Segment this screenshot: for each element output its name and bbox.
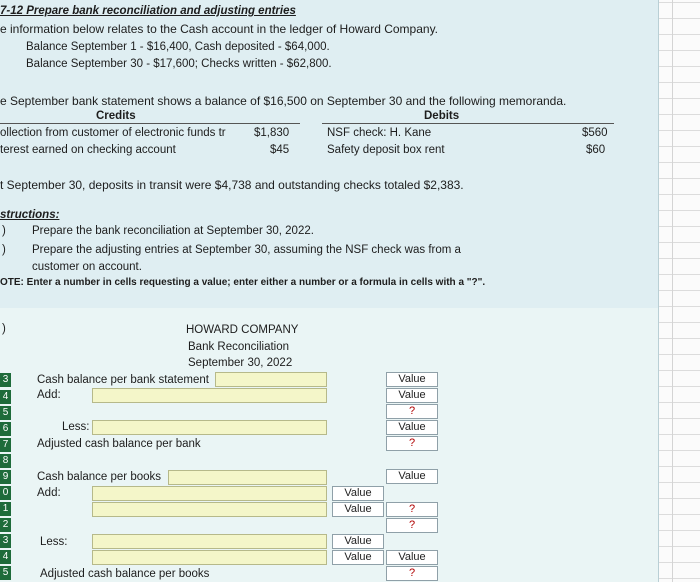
instruction-a: Prepare the bank reconciliation at September 30, 2022.	[32, 225, 314, 237]
instruction-b-line1: Prepare the adjusting entries at September 30, assuming the NSF check was from a	[32, 244, 461, 256]
adjusted-bank-value[interactable]: ?	[386, 436, 438, 451]
row-number: 0	[0, 486, 11, 500]
problem-title: 7-12 Prepare bank reconciliation and adjusting entries	[0, 5, 296, 17]
less-total-value[interactable]: Value	[386, 550, 438, 565]
debits-label: Debits	[424, 110, 460, 122]
instruction-a-marker: )	[2, 225, 6, 237]
less-debit-input-2[interactable]	[92, 550, 327, 565]
debit-item-amount: $60	[586, 144, 606, 156]
row-number: 8	[0, 454, 11, 468]
row-number: 7	[0, 438, 11, 452]
less-checks-value[interactable]: Value	[386, 420, 438, 435]
subtotal-value[interactable]: ?	[386, 404, 438, 419]
add-credit-input-1[interactable]	[92, 486, 327, 501]
instruction-b-marker: )	[2, 244, 6, 256]
add-credit-value-2[interactable]: Value	[332, 502, 384, 517]
add-label: Add:	[37, 389, 61, 401]
add-credit-value-1[interactable]: Value	[332, 486, 384, 501]
row-number: 3	[0, 373, 11, 387]
adjusted-books-label: Adjusted cash balance per books	[40, 568, 210, 580]
row-number: 9	[0, 470, 11, 484]
add-credit-input-2[interactable]	[92, 502, 327, 517]
add-label: Add:	[37, 487, 61, 499]
credit-item-amount: $1,830	[254, 127, 290, 139]
add-total-value[interactable]: ?	[386, 502, 438, 517]
book-subtotal-value[interactable]: ?	[386, 518, 438, 533]
bank-balance-input[interactable]	[215, 372, 327, 387]
row-number: 4	[0, 390, 11, 404]
row-number: 2	[0, 518, 11, 532]
debit-item-amount: $560	[582, 127, 608, 139]
add-deposits-value[interactable]: Value	[386, 388, 438, 403]
report-date: September 30, 2022	[188, 357, 293, 369]
debits-rule	[322, 123, 614, 124]
book-balance-input[interactable]	[168, 470, 327, 485]
less-label: Less:	[62, 421, 90, 433]
debit-item-label: Safety deposit box rent	[327, 144, 445, 156]
less-label: Less:	[40, 536, 68, 548]
credit-item-label: terest earned on checking account	[0, 144, 176, 156]
balance-sep1: Balance September 1 - $16,400, Cash deposited - $64,000.	[26, 41, 330, 53]
row-number: 6	[0, 422, 11, 436]
row-number: 5	[0, 406, 11, 420]
row-number: 1	[0, 502, 11, 516]
credits-label: Credits	[96, 110, 136, 122]
balance-sep30: Balance September 30 - $17,600; Checks written - $62,800.	[26, 58, 332, 70]
row-number: 4	[0, 550, 11, 564]
company-name: HOWARD COMPANY	[186, 324, 299, 336]
instruction-b-line2: customer on account.	[32, 261, 142, 273]
book-balance-value[interactable]: Value	[386, 469, 438, 484]
row-number: 5	[0, 566, 11, 580]
intro-text: e information below relates to the Cash account in the ledger of Howard Company.	[0, 22, 439, 36]
part-a-marker: )	[2, 323, 6, 335]
instructions-panel	[0, 0, 659, 309]
transit-text: t September 30, deposits in transit were $4,738 and outstanding checks totaled $2,383.	[0, 178, 464, 192]
less-debit-value-2[interactable]: Value	[332, 550, 384, 565]
debit-item-label: NSF check: H. Kane	[327, 127, 432, 139]
add-deposits-input[interactable]	[92, 388, 327, 403]
credit-item-amount: $45	[270, 144, 290, 156]
instructions-heading: structions:	[0, 209, 60, 221]
bank-balance-value[interactable]: Value	[386, 372, 438, 387]
credits-rule	[0, 123, 300, 124]
book-balance-label: Cash balance per books	[37, 471, 162, 483]
credit-item-label: ollection from customer of electronic funds tr	[0, 127, 226, 139]
adjusted-bank-label: Adjusted cash balance per bank	[37, 438, 201, 450]
adjusted-books-value[interactable]: ?	[386, 566, 438, 581]
report-subtitle: Bank Reconciliation	[188, 341, 290, 353]
less-debit-value-1[interactable]: Value	[332, 534, 384, 549]
less-checks-input[interactable]	[92, 420, 327, 435]
statement-text: e September bank statement shows a balance of $16,500 on September 30 and the following memoranda.	[0, 94, 567, 108]
row-number: 3	[0, 534, 11, 548]
less-debit-input-1[interactable]	[92, 534, 327, 549]
note-text: OTE: Enter a number in cells requesting a value; enter either a number or a formula in cells with a "?".	[0, 277, 486, 288]
bank-balance-label: Cash balance per bank statement	[37, 374, 209, 386]
